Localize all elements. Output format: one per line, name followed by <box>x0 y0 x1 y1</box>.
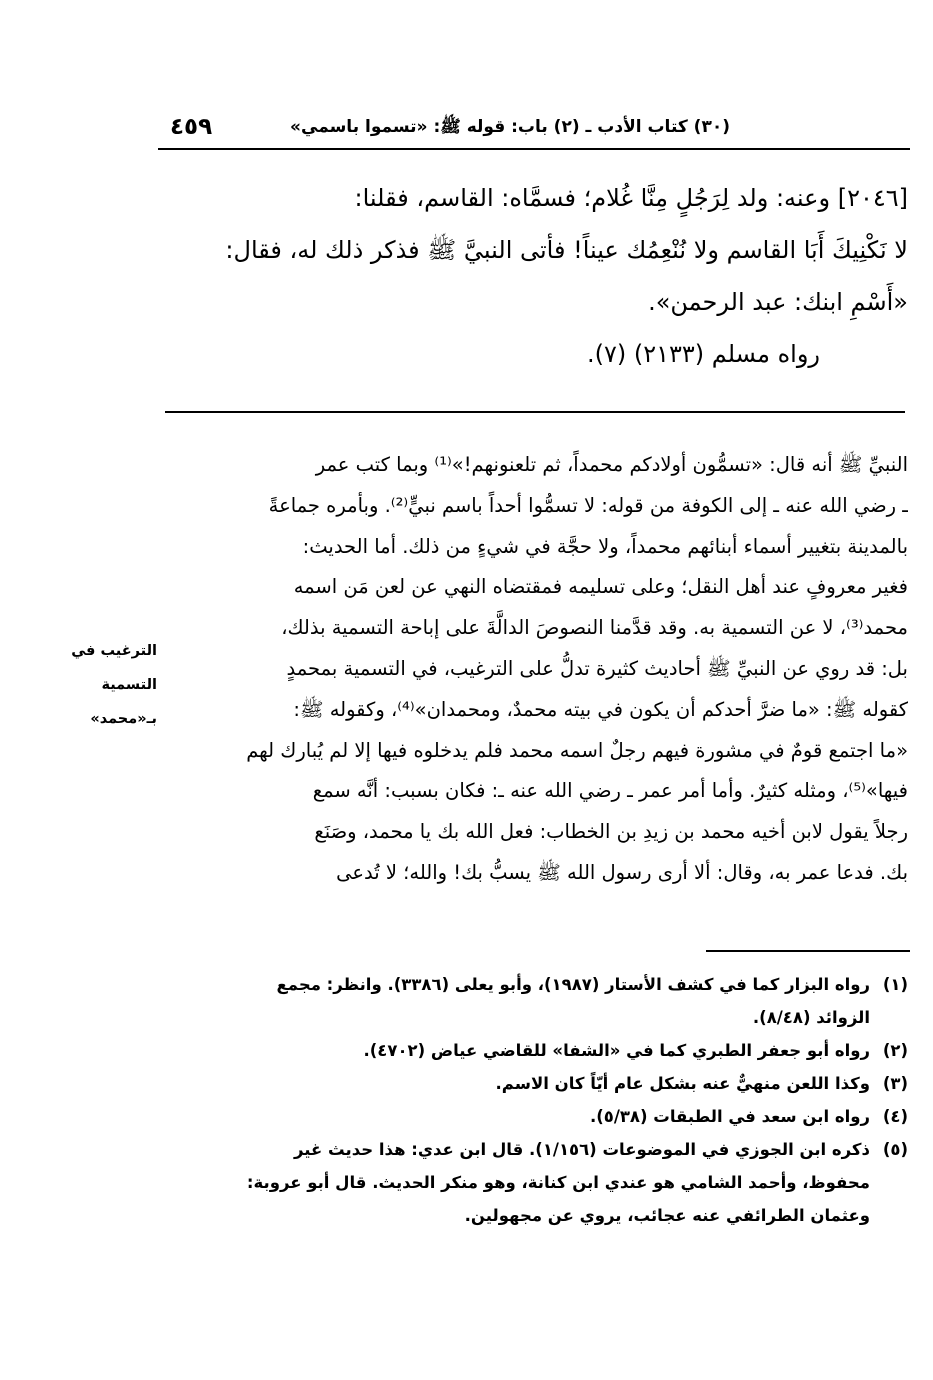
footnote-text: رواه البزار كما في كشف الأستار (١٩٨٧)، وأبو يعلى (٣٣٨٦). وانظر: مجمع <box>276 975 870 994</box>
footnote-text: رواه ابن سعد في الطبقات (٥/٣٨). <box>589 1107 870 1126</box>
commentary-text <box>162 445 908 894</box>
commentary-line: رجلاً يقول لابن أخيه محمد بن زيدِ بن الخطاب: فعل الله بك يا محمد، وصَنَع <box>314 820 908 844</box>
commentary-line: فغير معروفٍ عند أهل النقل؛ وعلى تسليمه فمقتضاه النهي عن لعن مَن اسمه <box>293 575 908 599</box>
page-header <box>160 110 910 144</box>
commentary-line: بك. فدعا عمر به، وقال: ألا أرى رسول الله ﷺ يسبُّ بك! والله؛ لا تُدعى <box>336 860 908 884</box>
footnote-2 <box>162 1034 908 1067</box>
commentary-line: فيها»⁽⁵⁾، ومثله كثيرٌ. وأما أمر عمر ـ رضي الله عنه ـ: فكان بسبب: أنَّه سمع <box>312 779 908 803</box>
footnote-number: (١) <box>882 975 908 994</box>
footnote-text: رواه أبو جعفر الطبري كما في «الشفا» للقاضي عياض (٤٧٠٢). <box>363 1041 870 1060</box>
footnote-number: (٣) <box>882 1074 908 1093</box>
hadith-line: [٢٠٤٦] وعنه: ولد لِرَجُلٍ مِنَّا غُلام؛ فسمَّاه: القاسم، فقلنا: <box>354 184 908 212</box>
footnote-text: وكذا اللعن منهيٌّ عنه بشكل عام أيّاً كان الاسم. <box>495 1074 870 1093</box>
commentary-line: بل: قد روي عن النبيِّ ﷺ أحاديث كثيرة تدلُّ على الترغيب، في التسمية بمحمدٍ <box>286 656 908 680</box>
page-number: ٤٥٩ <box>170 114 213 140</box>
header-divider <box>158 148 910 150</box>
footnotes <box>162 968 908 1232</box>
margin-note <box>55 634 157 736</box>
margin-note-line: التسمية <box>101 677 157 693</box>
commentary-line: النبيِّ ﷺ أنه قال: «تسمُّون أولادكم محمداً، ثم تلعنونهم!»⁽¹⁾ وبما كتب عمر <box>315 453 908 476</box>
footnote-number: (٢) <box>882 1041 908 1060</box>
footnote-text: ذكره ابن الجوزي في الموضوعات (١/١٥٦). قال ابن عدي: هذا حديث غير <box>294 1140 870 1159</box>
hadith-line: «أَسْمِ ابنك: عبد الرحمن». <box>648 288 908 316</box>
running-title: (٣٠) كتاب الأدب ـ (٢) باب: قوله ﷺ: «تسموا باسمي» <box>290 117 730 137</box>
hadith-text <box>158 172 908 380</box>
footnote-divider <box>706 950 910 952</box>
footnote-1 <box>162 968 908 1034</box>
commentary-line: «ما اجتمع قومٌ في مشورة فيهم رجلٌ اسمه محمد فلم يدخلوه فيها إلا لم يُبارك لهم <box>246 738 908 762</box>
footnote-continuation: الزوائد (٨/٤٨). <box>752 1008 870 1027</box>
margin-note-line: الترغيب في <box>71 643 157 659</box>
margin-note-line: بـ«محمد» <box>90 711 157 727</box>
section-divider <box>165 411 905 413</box>
footnote-number: (٤) <box>882 1107 908 1126</box>
commentary-line: بالمدينة بتغيير أسماء أبنائهم محمداً، ولا حجَّة في شيءٍ من ذلك. أما الحديث: <box>302 534 908 558</box>
footnote-number: (٥) <box>882 1140 908 1159</box>
footnote-continuation: محفوظ، وأحمد الشامي هو عندي ابن كنانة، وهو منكر الحديث. قال أبو عروبة: وعثمان الطرائفي عنه عجائب، يروي عن مجهولين. <box>246 1173 870 1225</box>
commentary-line: محمد⁽³⁾، لا عن التسمية به. وقد قدَّمنا النصوصَ الدالَّةَ على إباحة التسمية بذلك، <box>281 616 908 640</box>
footnote-5 <box>162 1133 908 1232</box>
commentary-line: كقوله ﷺ: «ما ضرَّ أحدكم أن يكون في بيته محمدٌ، ومحمدان»⁽⁴⁾، وكقوله ﷺ: <box>293 697 908 721</box>
footnote-3 <box>162 1067 908 1100</box>
hadith-line: لا نَكْنِيكَ أَبَا القاسم ولا نُنْعِمُك عيناً! فأتى النبيَّ ﷺ فذكر ذلك له، فقال: <box>225 236 908 264</box>
footnote-4 <box>162 1100 908 1133</box>
commentary-line: ـ رضي الله عنه ـ إلى الكوفة من قوله: لا تسمُّوا أحداً باسم نبيٍّ⁽²⁾. وبأمره جماعةً <box>268 493 908 517</box>
hadith-narration: رواه مسلم (٢١٣٣) (٧). <box>586 340 820 368</box>
